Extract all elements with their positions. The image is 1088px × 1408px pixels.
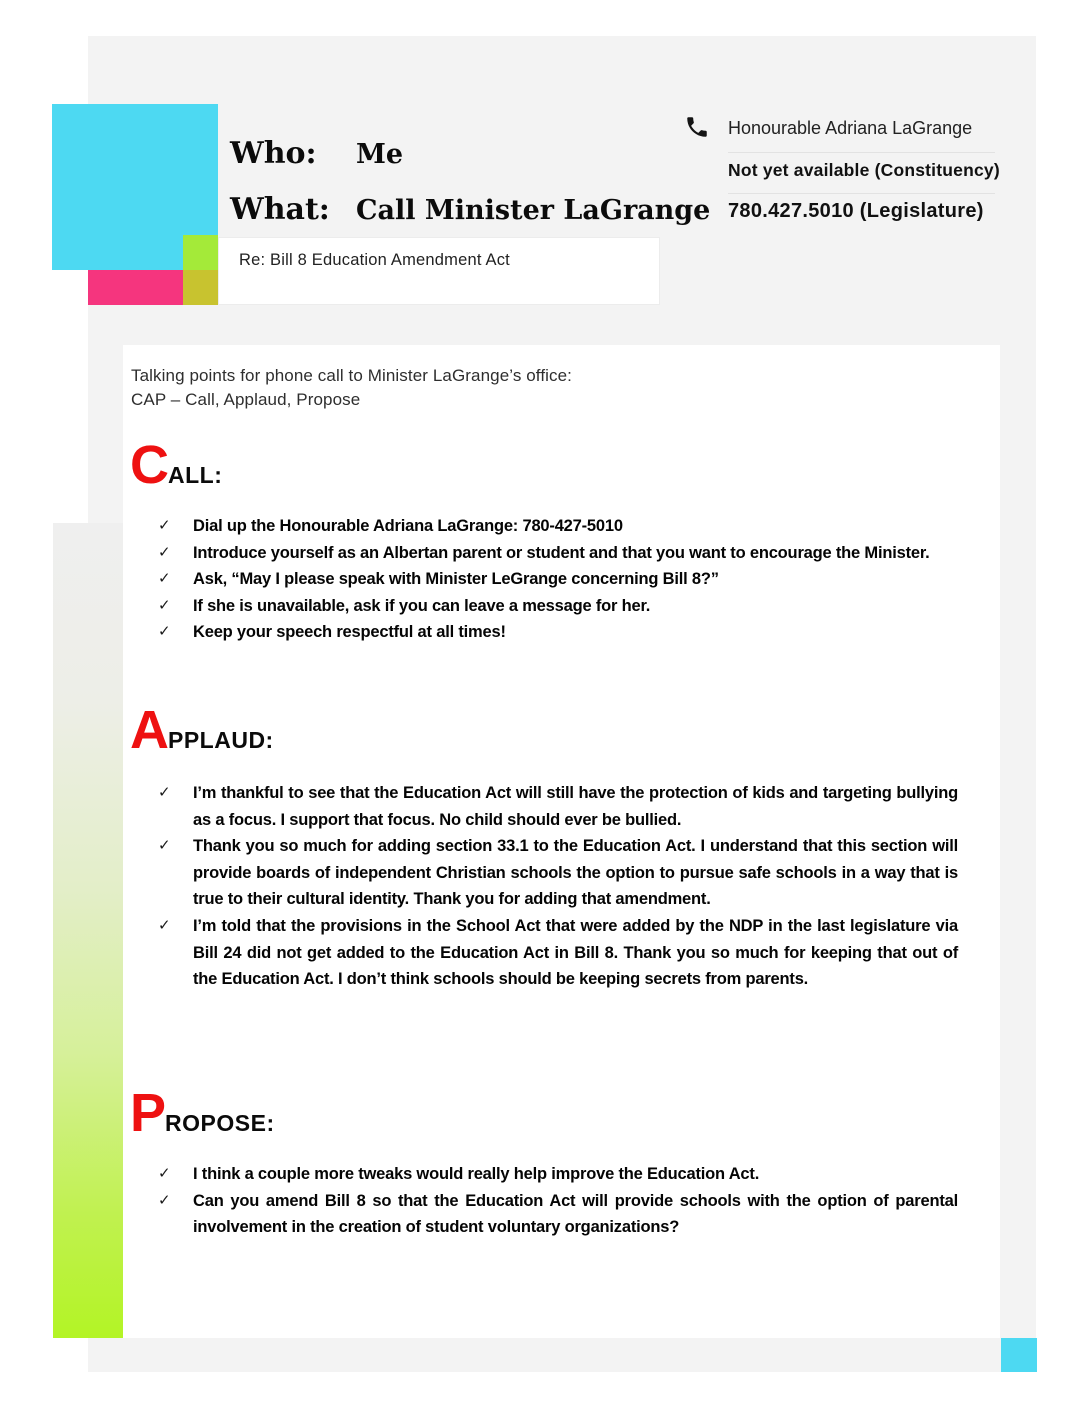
- who-row: [230, 136, 403, 171]
- what-value: Call Minister LaGrange: [356, 195, 711, 226]
- bullet-text: Can you amend Bill 8 so that the Education Act will provide schools with the option of parental involvement in the creation of student voluntary organizations?: [193, 1191, 958, 1237]
- checkmark-icon: ✓: [158, 784, 171, 801]
- list-item: [158, 540, 958, 567]
- olive-overlap-block: [183, 270, 218, 305]
- checkmark-icon: ✓: [158, 1191, 171, 1209]
- intro-text: [131, 364, 572, 411]
- checkmark-icon: ✓: [158, 543, 171, 561]
- intro-line-2: CAP – Call, Applaud, Propose: [131, 389, 361, 409]
- re-subject-text: Re: Bill 8 Education Amendment Act: [239, 251, 510, 269]
- contact-divider: [728, 152, 995, 153]
- bullet-text: Ask, “May I please speak with Minister LeGrange concerning Bill 8?”: [193, 570, 719, 589]
- who-label: Who:: [230, 136, 317, 171]
- bullet-text: I’m told that the provisions in the School Act that were added by the NDP in the last legislature via Bill 24 did not get added to the Education Act in Bill 8. Thank you so much for keeping that out of the Education Act. I don’t think schools should be keeping secrets from parents.: [193, 916, 958, 989]
- bullet-text: I’m thankful to see that the Education Act will still have the protection of kids and targeting bullying as a focus. I support that focus. No child should ever be bullied.: [193, 784, 958, 829]
- list-item: [158, 1188, 958, 1241]
- section-heading-applaud: [130, 700, 274, 760]
- checkmark-icon: ✓: [158, 570, 171, 588]
- contact-divider: [728, 193, 995, 194]
- list-item: [158, 913, 958, 993]
- bullet-text: Dial up the Honourable Adriana LaGrange: 780-427-5010: [193, 517, 623, 535]
- applaud-bullet-list: [158, 780, 958, 993]
- list-item: [158, 593, 958, 620]
- list-item: [158, 566, 958, 593]
- propose-heading-initial: P: [130, 1083, 166, 1143]
- bullet-text: I think a couple more tweaks would really help improve the Education Act.: [193, 1165, 760, 1183]
- bullet-text: Thank you so much for adding section 33.1 to the Education Act. I understand that this section will provide boards of independent Christian schools the option to pursue safe schools in a way that is true to their cultural identity. Thank you for adding that amendment.: [193, 837, 958, 909]
- section-heading-call: [130, 435, 223, 495]
- list-item: [158, 513, 958, 540]
- green-decoration-block: [183, 235, 218, 270]
- bullet-text: Introduce yourself as an Albertan parent or student and that you want to encourage the Minister.: [193, 543, 930, 562]
- phone-icon: [684, 114, 710, 140]
- checkmark-icon: ✓: [158, 916, 171, 934]
- list-item: [158, 780, 958, 833]
- call-bullet-list: [158, 513, 958, 646]
- checkmark-icon: ✓: [158, 623, 171, 641]
- checkmark-icon: ✓: [158, 596, 171, 614]
- checkmark-icon: ✓: [158, 1165, 171, 1182]
- bullet-text: Keep your speech respectful at all times!: [193, 623, 506, 642]
- bullet-text: If she is unavailable, ask if you can leave a message for her.: [193, 596, 651, 615]
- left-gradient-strip: [53, 523, 123, 1338]
- what-label: What:: [230, 192, 330, 227]
- applaud-heading-rest: PPLAUD:: [168, 727, 274, 753]
- checkmark-icon: ✓: [158, 837, 171, 855]
- list-item: [158, 833, 958, 913]
- what-row: [230, 192, 710, 227]
- who-value: Me: [356, 139, 404, 170]
- propose-bullet-list: [158, 1161, 958, 1241]
- contact-legislature-phone: 780.427.5010 (Legislature): [728, 200, 984, 222]
- pink-decoration-block: [88, 270, 183, 305]
- propose-heading-rest: ROPOSE:: [165, 1110, 275, 1136]
- contact-constituency: Not yet available (Constituency): [728, 160, 1000, 180]
- intro-line-1: Talking points for phone call to Minister LaGrange’s office:: [131, 366, 573, 385]
- checkmark-icon: ✓: [158, 517, 171, 534]
- list-item: [158, 1161, 958, 1188]
- call-heading-rest: ALL:: [168, 462, 223, 488]
- list-item: [158, 619, 958, 646]
- cyan-corner-block: [1001, 1338, 1037, 1372]
- section-heading-propose: [130, 1083, 275, 1143]
- applaud-heading-initial: A: [130, 700, 168, 760]
- call-heading-initial: C: [130, 435, 168, 495]
- re-subject-box: [218, 237, 660, 305]
- contact-name: Honourable Adriana LaGrange: [728, 118, 973, 138]
